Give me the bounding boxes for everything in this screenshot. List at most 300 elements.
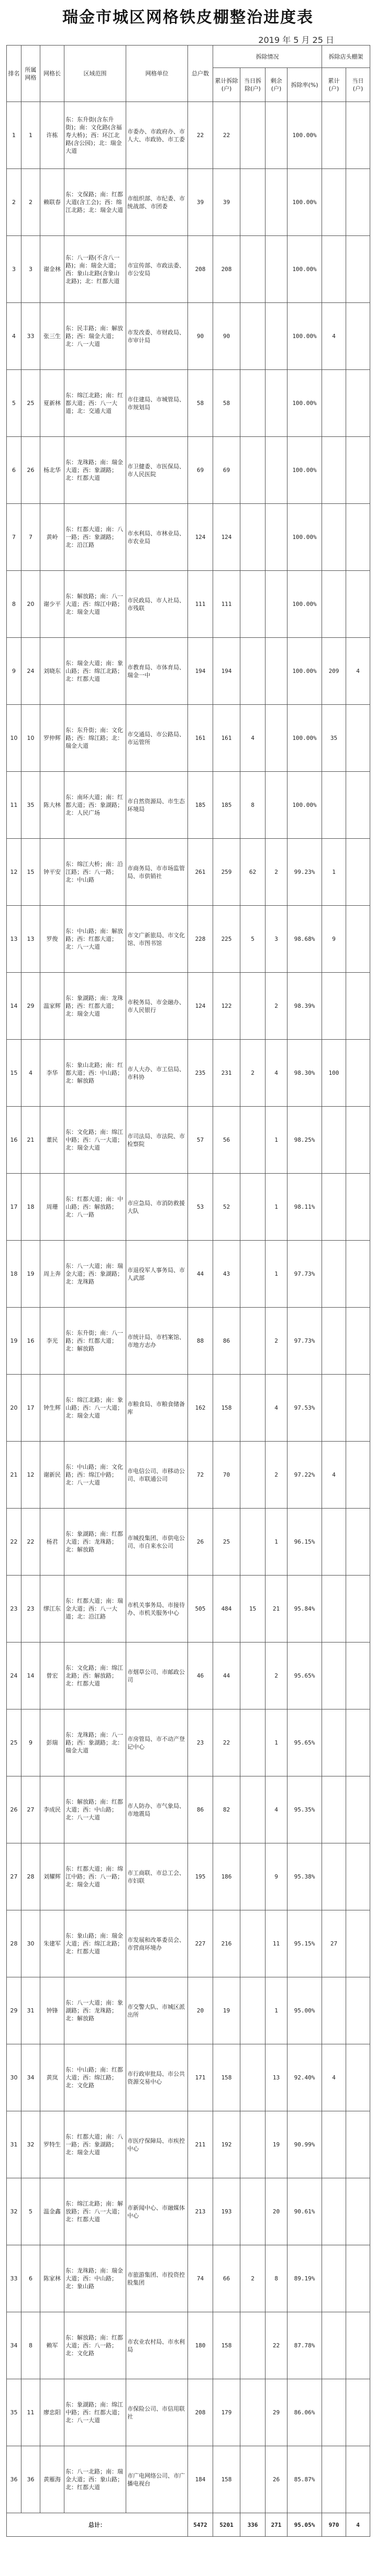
cell-units: 市工商联、市总工会、市妇联 [126,1843,188,1910]
cell-seq: 19 [7,1308,21,1375]
cell-grid: 9 [21,1709,40,1776]
total-remain: 271 [266,2513,287,2537]
table-row [7,1776,370,1843]
cell-leader: 谢金林 [40,236,64,303]
table-row [7,2178,370,2245]
table-row [7,1241,370,1308]
cell-leader: 李华 [40,1040,64,1107]
cell-cumulative: 90 [213,303,240,370]
cell-remain [266,303,287,370]
cell-units: 市卫健委、市医保局、市人民医院 [126,437,188,504]
cell-shed-cum [322,1174,346,1241]
cell-cumulative: 66 [213,2245,240,2312]
cell-grid: 34 [21,2044,40,2111]
cell-today [240,973,266,1040]
cell-units: 市电信公司、市移动公司、市联通公司 [126,1442,188,1509]
cell-seq: 35 [7,2379,21,2446]
table-row [7,2111,370,2178]
cell-seq: 10 [7,705,21,772]
cell-today [240,1977,266,2044]
cell-households: 57 [188,1107,213,1174]
cell-shed-cum [322,1576,346,1643]
cell-leader: 钟生辉 [40,1375,64,1442]
cell-shed-cum [322,102,346,169]
cell-today [240,1107,266,1174]
cell-grid: 2 [21,169,40,236]
cell-grid: 23 [21,1576,40,1643]
cell-grid: 27 [21,1776,40,1843]
cell-households: 505 [188,1576,213,1643]
total-label: 总计： [7,2513,188,2537]
cell-rate: 95.00% [287,1977,322,2044]
cell-today [240,2312,266,2379]
cell-cumulative: 69 [213,437,240,504]
cell-area: 东：象山北路；南：红都大道；西：中山路；北：解放路 [64,1040,126,1107]
cell-rate: 98.30% [287,1040,322,1107]
cell-cumulative: 161 [213,705,240,772]
cell-shed-today [346,1843,370,1910]
cell-seq: 34 [7,2312,21,2379]
cell-shed-today [346,571,370,638]
cell-area: 东：红都大道；南：绵江中路；西：八一路；北：瑞金大道 [64,1843,126,1910]
cell-units: 市组织部、市纪委、市统战部、市团委 [126,169,188,236]
header-households: 总户数 [188,46,213,102]
table-row [7,1442,370,1509]
cell-units: 市旅游集团、市投资控股集团 [126,2245,188,2312]
cell-cumulative: 194 [213,638,240,705]
cell-area: 东：八一路(不含八一路)；南：瑞金大道；西：象山北路(含象山北路)；北：红都大道 [64,236,126,303]
cell-units: 市广电网络公司、市广播电视台 [126,2446,188,2513]
cell-today: 2 [240,1040,266,1107]
cell-cumulative: 82 [213,1776,240,1843]
cell-seq: 22 [7,1509,21,1576]
cell-area: 东：解放路；南：红都大道；西：中山路；北：八一大道 [64,1776,126,1843]
cell-shed-today [346,1509,370,1576]
cell-units: 市行政审批局、市公共资源交易中心 [126,2044,188,2111]
cell-remain [266,437,287,504]
cell-leader: 陈大林 [40,772,64,839]
cell-households: 213 [188,2178,213,2245]
cell-rate: 90.99% [287,2111,322,2178]
progress-table [6,45,370,2537]
cell-households: 26 [188,1509,213,1576]
cell-cumulative: 22 [213,102,240,169]
cell-remain: 21 [266,1576,287,1643]
cell-units: 市交警大队、市城区派出所 [126,1977,188,2044]
cell-units: 市保险公司、市信用联社 [126,2379,188,2446]
cell-units: 市委办、市政府办、市人大、市政协、市工委 [126,102,188,169]
cell-area: 东：红都大道；南：中山路；西：解放路；北：八一路 [64,1174,126,1241]
cell-shed-cum [322,169,346,236]
cell-leader: 李成民 [40,1776,64,1843]
cell-shed-cum: 4 [322,1442,346,1509]
cell-households: 74 [188,2245,213,2312]
cell-units: 市司法局、市法院、市检察院 [126,1107,188,1174]
cell-grid: 19 [21,1241,40,1308]
cell-grid: 35 [21,772,40,839]
cell-units: 市农业农村局、市水利局 [126,2312,188,2379]
cell-today: 5 [240,906,266,973]
cell-seq: 17 [7,1174,21,1241]
cell-households: 69 [188,437,213,504]
cell-households: 88 [188,1308,213,1375]
cell-leader: 杨北华 [40,437,64,504]
cell-rate: 97.73% [287,1308,322,1375]
cell-grid: 10 [21,705,40,772]
cell-cumulative: 52 [213,1174,240,1241]
cell-today [240,2379,266,2446]
header-grid: 所属网格 [21,46,40,102]
cell-shed-cum [322,2312,346,2379]
cell-today [240,2446,266,2513]
cell-shed-cum [322,1843,346,1910]
cell-today [240,1442,266,1509]
cell-shed-cum: 1 [322,839,346,906]
cell-rate: 100.00% [287,437,322,504]
cell-grid: 6 [21,2245,40,2312]
cell-seq: 2 [7,169,21,236]
cell-remain: 4 [266,1040,287,1107]
cell-cumulative: 58 [213,370,240,437]
cell-households: 208 [188,236,213,303]
cell-shed-cum [322,2245,346,2312]
cell-shed-cum [322,1509,346,1576]
cell-leader: 李光 [40,1308,64,1375]
table-row [7,2044,370,2111]
cell-today [240,1776,266,1843]
cell-units: 市烟草公司、市邮政公司 [126,1643,188,1709]
cell-households: 161 [188,705,213,772]
cell-rate: 100.00% [287,504,322,571]
cell-shed-cum [322,504,346,571]
cell-area: 东：民丰路；南：解放路；西：瑞金大道；北：八一大道 [64,303,126,370]
cell-shed-cum [322,1107,346,1174]
cell-shed-cum [322,2111,346,2178]
cell-cumulative: 158 [213,2446,240,2513]
cell-rate: 100.00% [287,236,322,303]
cell-cumulative: 216 [213,1910,240,1977]
cell-grid: 8 [21,2312,40,2379]
cell-households: 22 [188,102,213,169]
cell-today [240,1509,266,1576]
cell-shed-today [346,1107,370,1174]
cell-seq: 25 [7,1709,21,1776]
cell-shed-today [346,2446,370,2513]
cell-area: 东：八一大道；南：瑞金大道；西：象湖路；北：龙珠路 [64,1241,126,1308]
table-body [7,102,370,2513]
cell-cumulative: 158 [213,2312,240,2379]
cell-seq: 24 [7,1643,21,1709]
table-row [7,1174,370,1241]
cell-grid: 3 [21,236,40,303]
cell-shed-cum [322,2379,346,2446]
cell-remain: 1 [266,1174,287,1241]
cell-area: 东：东升街；南：八一路；西：红都大道；北：解放路 [64,1308,126,1375]
cell-shed-today [346,839,370,906]
cell-area: 东：八一北路；南：瑞金大道；西：象山路；北：红都大道 [64,2446,126,2513]
cell-shed-today [346,1709,370,1776]
cell-shed-cum: 4 [322,303,346,370]
cell-leader: 黄岭 [40,504,64,571]
cell-area: 东：绵江北路；南：红都大道；西：八一大道；北：交通大道 [64,370,126,437]
cell-shed-cum [322,1308,346,1375]
table-row [7,705,370,772]
cell-area: 东：文化路；南：绵江中路；西：八一大道；北：瑞金大道 [64,1107,126,1174]
cell-units: 市税务局、市金融办、市人民银行 [126,973,188,1040]
cell-units: 市应急局、市消防救援大队 [126,1174,188,1241]
cell-units: 市城投集团、市供电公司、市自来水公司 [126,1509,188,1576]
cell-leader: 许栋 [40,102,64,169]
cell-area: 东：文保路；南：红都大道(含工会)；西：绵江北路；北：瑞金大道 [64,169,126,236]
cell-households: 227 [188,1910,213,1977]
cell-shed-cum [322,1375,346,1442]
cell-remain [266,571,287,638]
cell-households: 39 [188,169,213,236]
cell-households: 46 [188,1643,213,1709]
cell-units: 市退役军人事务局、市人武部 [126,1241,188,1308]
cell-shed-today: 4 [346,638,370,705]
cell-shed-today [346,973,370,1040]
cell-shed-today [346,2245,370,2312]
cell-today [240,1843,266,1910]
cell-grid: 26 [21,437,40,504]
table-row [7,1375,370,1442]
cell-leader: 黄雁海 [40,2446,64,2513]
cell-remain: 1 [266,1107,287,1174]
cell-seq: 1 [7,102,21,169]
cell-leader: 朱建军 [40,1910,64,1977]
cell-leader: 夏新林 [40,370,64,437]
cell-today [240,1910,266,1977]
cell-households: 185 [188,772,213,839]
cell-shed-cum [322,437,346,504]
cell-shed-today [346,2379,370,2446]
table-row [7,772,370,839]
cell-seq: 29 [7,1977,21,2044]
cell-shed-today [346,1375,370,1442]
cell-shed-today [346,906,370,973]
cell-remain: 29 [266,2379,287,2446]
cell-units: 市统计局、市档案馆、市地方志办 [126,1308,188,1375]
total-row [7,2513,370,2537]
cell-cumulative: 193 [213,2178,240,2245]
cell-units: 市房管局、市不动产登记中心 [126,1709,188,1776]
cell-remain: 1 [266,1977,287,2044]
cell-area: 东：瑞金大道；南：象山路；西：绵江北路；北：红都大道 [64,638,126,705]
cell-grid: 16 [21,1308,40,1375]
cell-rate: 99.23% [287,839,322,906]
cell-leader: 钟锋 [40,1977,64,2044]
cell-cumulative: 158 [213,1375,240,1442]
cell-shed-cum [322,1643,346,1709]
cell-shed-cum [322,2446,346,2513]
cell-households: 90 [188,303,213,370]
cell-seq: 20 [7,1375,21,1442]
cell-leader: 刘耀辉 [40,1843,64,1910]
cell-units: 市自然资源局、市生态环境局 [126,772,188,839]
cell-shed-cum [322,1241,346,1308]
cell-today [240,102,266,169]
cell-rate: 100.00% [287,638,322,705]
cell-grid: 15 [21,839,40,906]
cell-today [240,2044,266,2111]
cell-leader: 周上奔 [40,1241,64,1308]
cell-leader: 缪江东 [40,1576,64,1643]
page-title: 瑞金市城区网格铁皮棚整治进度表 [62,8,314,27]
cell-leader: 钟平安 [40,839,64,906]
cell-shed-cum [322,772,346,839]
cell-leader: 谢少平 [40,571,64,638]
cell-remain: 8 [266,2245,287,2312]
cell-grid: 1 [21,102,40,169]
cell-shed-today [346,2111,370,2178]
table-row [7,236,370,303]
cell-grid: 28 [21,1843,40,1910]
cell-grid: 29 [21,973,40,1040]
cell-seq: 16 [7,1107,21,1174]
cell-units: 市人大办、市工信局、市科协 [126,1040,188,1107]
cell-seq: 18 [7,1241,21,1308]
cell-cumulative: 111 [213,571,240,638]
cell-remain: 1 [266,1241,287,1308]
cell-rate: 100.00% [287,571,322,638]
cell-grid: 11 [21,2379,40,2446]
cell-households: 58 [188,370,213,437]
cell-leader: 杨君 [40,1509,64,1576]
cell-grid: 36 [21,2446,40,2513]
total-shed-cum: 970 [322,2513,346,2537]
cell-seq: 5 [7,370,21,437]
cell-households: 228 [188,906,213,973]
cell-remain: 4 [266,1375,287,1442]
cell-seq: 33 [7,2245,21,2312]
cell-rate: 98.25% [287,1107,322,1174]
cell-shed-cum [322,1709,346,1776]
cell-remain [266,504,287,571]
cell-rate: 97.22% [287,1442,322,1509]
cell-households: 180 [188,2312,213,2379]
cell-today [240,1308,266,1375]
cell-leader: 谢新民 [40,1442,64,1509]
cell-grid: 13 [21,906,40,973]
cell-area: 东：绵江北路；南：象山路；西：八一大道；北：瑞金大道 [64,1375,126,1442]
table-row [7,1040,370,1107]
cell-leader: 周珊 [40,1174,64,1241]
cell-households: 194 [188,638,213,705]
cell-seq: 31 [7,2111,21,2178]
cell-shed-today [346,504,370,571]
cell-shed-today [346,169,370,236]
cell-grid: 5 [21,2178,40,2245]
cell-remain: 1 [266,1709,287,1776]
cell-today [240,437,266,504]
cell-rate: 100.00% [287,370,322,437]
cell-units: 市发改委、市财政局、市审计局 [126,303,188,370]
cell-households: 162 [188,1375,213,1442]
cell-remain: 13 [266,2044,287,2111]
cell-shed-cum: 27 [322,1910,346,1977]
cell-seq: 23 [7,1576,21,1643]
cell-rate: 87.78% [287,2312,322,2379]
header-seq: 排名 [7,46,21,102]
cell-remain [266,370,287,437]
table-row [7,437,370,504]
cell-remain: 9 [266,1843,287,1910]
cell-shed-today [346,303,370,370]
header-leader: 网格长 [40,46,64,102]
table-row [7,1509,370,1576]
cell-area: 东：红都大道；南：八一路；西：象湖路；北：瑞金大道 [64,2111,126,2178]
cell-remain [266,169,287,236]
cell-shed-today [346,1040,370,1107]
cell-households: 235 [188,1040,213,1107]
cell-remain: 19 [266,2111,287,2178]
cell-area: 东：龙珠路；南：瑞金大道；西：中山路；北：象山路 [64,2245,126,2312]
header-demolish-group: 拆除情况 [213,46,322,68]
cell-shed-cum [322,1776,346,1843]
cell-today: 2 [240,2245,266,2312]
cell-leader: 董民 [40,1107,64,1174]
cell-households: 211 [188,2111,213,2178]
cell-remain [266,236,287,303]
cell-households: 124 [188,973,213,1040]
cell-seq: 14 [7,973,21,1040]
total-households: 5472 [188,2513,213,2537]
cell-units: 市粮食局、市粮食储备库 [126,1375,188,1442]
cell-households: 86 [188,1776,213,1843]
cell-seq: 26 [7,1776,21,1843]
cell-grid: 32 [21,2111,40,2178]
cell-seq: 12 [7,839,21,906]
cell-grid: 31 [21,1977,40,2044]
cell-units: 市水利局、市林业局、市农业局 [126,504,188,571]
cell-rate: 100.00% [287,169,322,236]
header-area: 区域范围 [64,46,126,102]
cell-cumulative: 44 [213,1643,240,1709]
cell-shed-cum [322,571,346,638]
cell-households: 195 [188,1843,213,1910]
cell-rate: 95.65% [287,1643,322,1709]
cell-grid: 20 [21,571,40,638]
cell-grid: 22 [21,1509,40,1576]
table-row [7,1910,370,1977]
header-shed-group: 拆除店头棚架 [322,46,370,68]
cell-seq: 30 [7,2044,21,2111]
cell-rate: 97.53% [287,1375,322,1442]
cell-remain: 22 [266,2312,287,2379]
cell-today [240,1643,266,1709]
cell-shed-today [346,1442,370,1509]
table-row [7,169,370,236]
cell-today [240,169,266,236]
cell-rate: 95.84% [287,1576,322,1643]
cell-today [240,1241,266,1308]
cell-shed-today [346,1977,370,2044]
cell-units: 市人防办、市气象局、市地震局 [126,1776,188,1843]
cell-leader: 刘晓东 [40,638,64,705]
cell-seq: 7 [7,504,21,571]
cell-remain [266,772,287,839]
cell-rate: 96.15% [287,1509,322,1576]
cell-shed-cum [322,973,346,1040]
cell-leader: 罗仲辉 [40,705,64,772]
table-row [7,906,370,973]
cell-grid: 18 [21,1174,40,1241]
cell-rate: 100.00% [287,705,322,772]
cell-shed-today [346,437,370,504]
cell-rate: 89.19% [287,2245,322,2312]
table-row [7,1107,370,1174]
